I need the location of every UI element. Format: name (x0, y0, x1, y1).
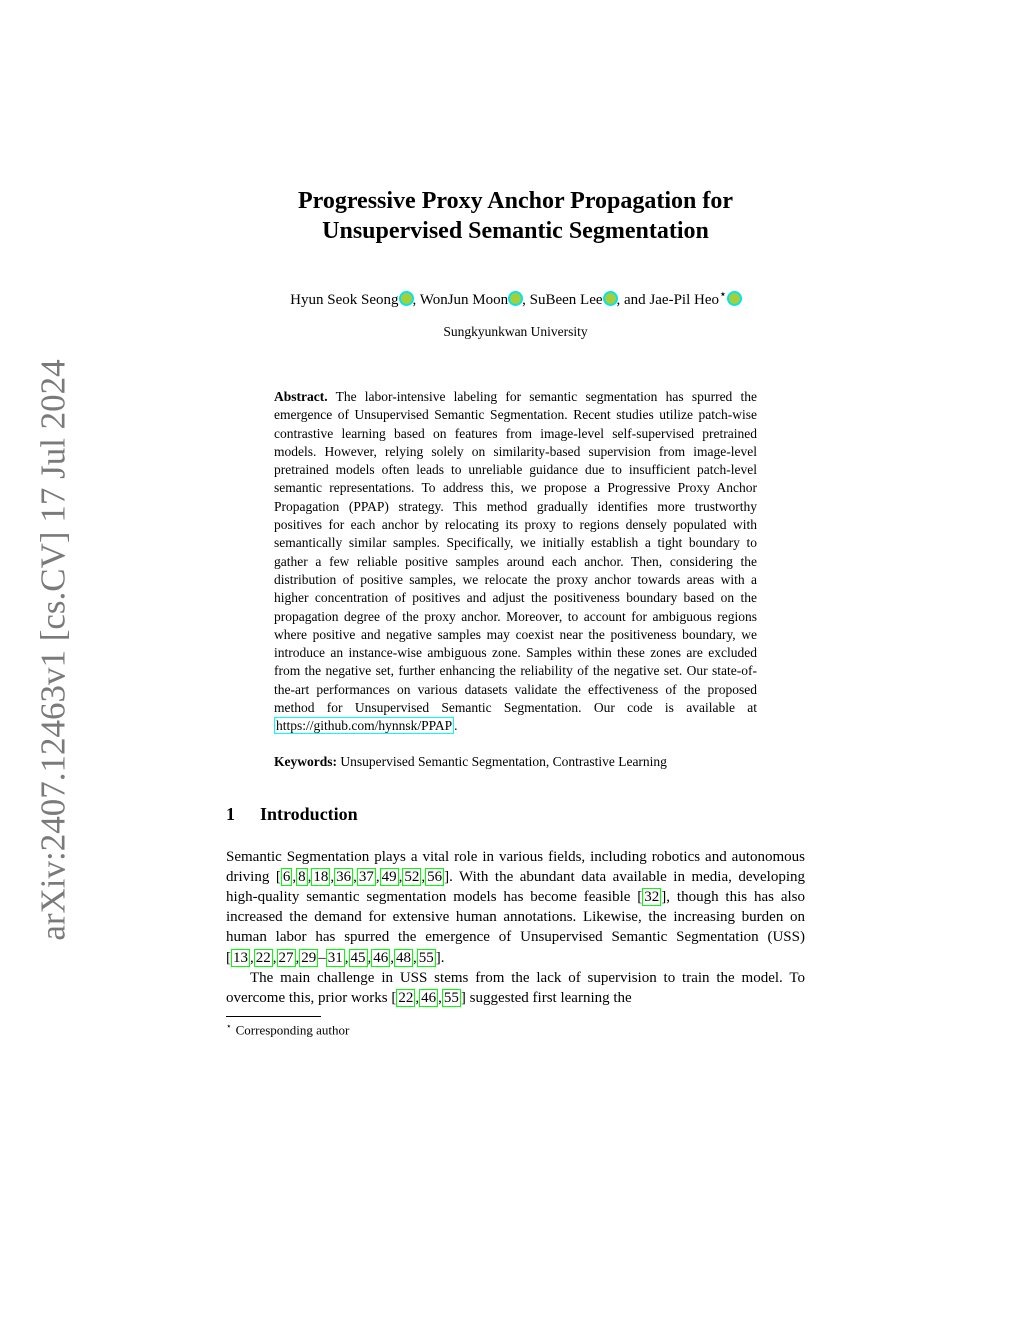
citation-separator: , (415, 990, 420, 1007)
citation-link[interactable]: 36 (336, 868, 352, 885)
bracket: [ (226, 949, 231, 966)
paper-title (226, 186, 805, 246)
bracket: [ (275, 868, 281, 885)
citation-separator: , (353, 868, 357, 885)
abstract-label: Abstract. (274, 389, 328, 404)
section-heading (226, 804, 805, 825)
citation-link[interactable]: 45 (350, 949, 366, 966)
arxiv-identifier-stamp (32, 359, 76, 941)
footnote-divider (226, 1016, 321, 1017)
author-separator: , (522, 292, 530, 308)
abstract-text: The labor-intensive labeling for semantic segmentation has spurred the emergence of Unsupervised Semantic Segmentation. Recent studies utilize patch-wise contrastive learning based on features from image-level self-supervised pretrained models. However, relying solely on similarity-based supervision from image-level pretrained models often leads to unreliable guidance due to insufficient patch-level semantic representations. To address this, we propose a Progressive Proxy Anchor Propagation (PPAP) strategy. This method gradually identifies more trustworthy positives for each anchor by relocating its proxy to regions densely populated with semantically similar samples. Specifically, we initially establish a tight boundary to gather a few reliable positive samples around each anchor. Then, considering the distribution of positive samples, we relocate the proxy anchor towards areas with a higher concentration of positives and adjust the positiveness boundary based on the propagation degree of the proxy anchor. Moreover, to account for ambiguous regions where positive and negative samples may coexist near the positiveness boundary, we introduce an instance-wise ambiguous zone. Samples within these zones are excluded from the negative set, further enhancing the reliability of the negative set. Our state-of-the-art performances on various datasets validate the effectiveness of the proposed method for Unsupervised Semantic Segmentation. Our code is available at (274, 389, 757, 716)
keywords (274, 754, 757, 770)
paragraph-1 (226, 847, 805, 968)
citation-link[interactable]: 46 (421, 990, 437, 1007)
citation-separator: , (438, 990, 442, 1007)
section-title: Introduction (260, 803, 358, 824)
bracket: [ (637, 889, 643, 906)
bracket: ] (435, 949, 441, 966)
orcid-icon[interactable] (728, 292, 741, 305)
abstract (274, 388, 757, 736)
citation-separator: , (413, 949, 417, 966)
citation-link[interactable]: 55 (443, 990, 459, 1007)
abstract-end: . (454, 718, 458, 734)
citation-separator: , (421, 868, 426, 885)
citation-link[interactable]: 29 (301, 949, 317, 966)
citation-link[interactable]: 8 (298, 868, 306, 885)
author-name: SuBeen Lee (529, 292, 603, 308)
paragraph-2 (226, 968, 805, 1008)
citation-separator: , (344, 949, 349, 966)
bracket: ] (460, 990, 466, 1007)
citation-link[interactable]: 49 (381, 868, 397, 885)
arxiv-identifier-text: arXiv:2407.12463v1 [cs.CV] 17 Jul 2024 (34, 359, 74, 941)
bracket: ] (444, 868, 450, 885)
title-line-2: Unsupervised Semantic Segmentation (322, 218, 709, 244)
keywords-text: Unsupervised Semantic Segmentation, Contrastive Learning (340, 753, 667, 769)
citation-link[interactable]: 13 (233, 949, 248, 966)
section-number: 1 (226, 803, 235, 824)
orcid-icon[interactable] (400, 292, 413, 305)
citation-separator: , (292, 868, 297, 885)
paper-page (226, 0, 805, 1039)
paragraph-text: , though this has also increased the demand for extensive human annotations. Likewise, the increasing burden on human labor has spurred the emergence of Unsupervised Semantic Segmentation (USS) (226, 889, 805, 946)
paragraph-text: The main challenge in USS stems from the lack of supervision to train the model. To overcome this, prior works (226, 969, 805, 1007)
author-separator: , (412, 292, 420, 308)
paragraph-text: . (440, 949, 445, 966)
footnote (226, 1021, 805, 1038)
author-name: WonJun Moon (419, 292, 509, 308)
author-separator: , and (616, 292, 650, 308)
paragraph-text: suggested first learning the (465, 990, 632, 1007)
corresponding-author-mark: ⋆ (719, 287, 727, 301)
bracket: ] (661, 889, 667, 906)
paragraph-text: Semantic Segmentation plays a vital role in various fields, including robotics and autonomous driving (226, 848, 805, 885)
keywords-label: Keywords: (274, 753, 337, 769)
author-name: Jae-Pil Heo (649, 292, 720, 308)
citation-link[interactable]: 32 (644, 889, 660, 906)
citation-separator: , (307, 868, 312, 885)
footnote-mark: ⋆ (226, 1021, 232, 1032)
code-link[interactable]: https://github.com/hynnsk/PPAP (276, 718, 453, 734)
paragraph-text: . With the abundant data available in media, developing high-quality semantic segmentation models has become feasible (226, 868, 805, 906)
citation-link[interactable]: 22 (255, 949, 271, 966)
body-text (226, 847, 805, 1009)
title-line-1: Progressive Proxy Anchor Propagation for (297, 188, 734, 214)
citation-link[interactable]: 48 (396, 949, 411, 966)
author-list (226, 286, 805, 309)
citation-separator: , (250, 949, 254, 966)
citation-link[interactable]: 55 (418, 949, 434, 966)
citation-range-dash: – (318, 949, 326, 966)
citation-link[interactable]: 37 (358, 868, 374, 885)
citation-link[interactable]: 56 (427, 868, 443, 885)
citation-separator: , (390, 949, 394, 966)
affiliation: Sungkyunkwan University (443, 324, 588, 339)
citation-link[interactable]: 46 (373, 949, 389, 966)
orcid-icon[interactable] (604, 292, 617, 305)
citation-separator: , (367, 949, 372, 966)
citation-separator: , (295, 949, 300, 966)
citation-link[interactable]: 52 (404, 868, 420, 885)
footnote-text: Corresponding author (235, 1022, 350, 1038)
citation-separator: , (330, 868, 335, 885)
citation-link[interactable]: 22 (398, 990, 414, 1007)
citation-link[interactable]: 27 (278, 949, 294, 966)
citation-separator: , (272, 949, 277, 966)
citation-link[interactable]: 6 (282, 868, 291, 885)
orcid-icon[interactable] (509, 292, 522, 305)
citation-separator: , (375, 868, 380, 885)
author-name: Hyun Seok Seong (290, 292, 399, 308)
citation-separator: , (398, 868, 403, 885)
citation-link[interactable]: 18 (313, 868, 329, 885)
bracket: [ (391, 990, 397, 1007)
citation-link[interactable]: 31 (327, 949, 343, 966)
